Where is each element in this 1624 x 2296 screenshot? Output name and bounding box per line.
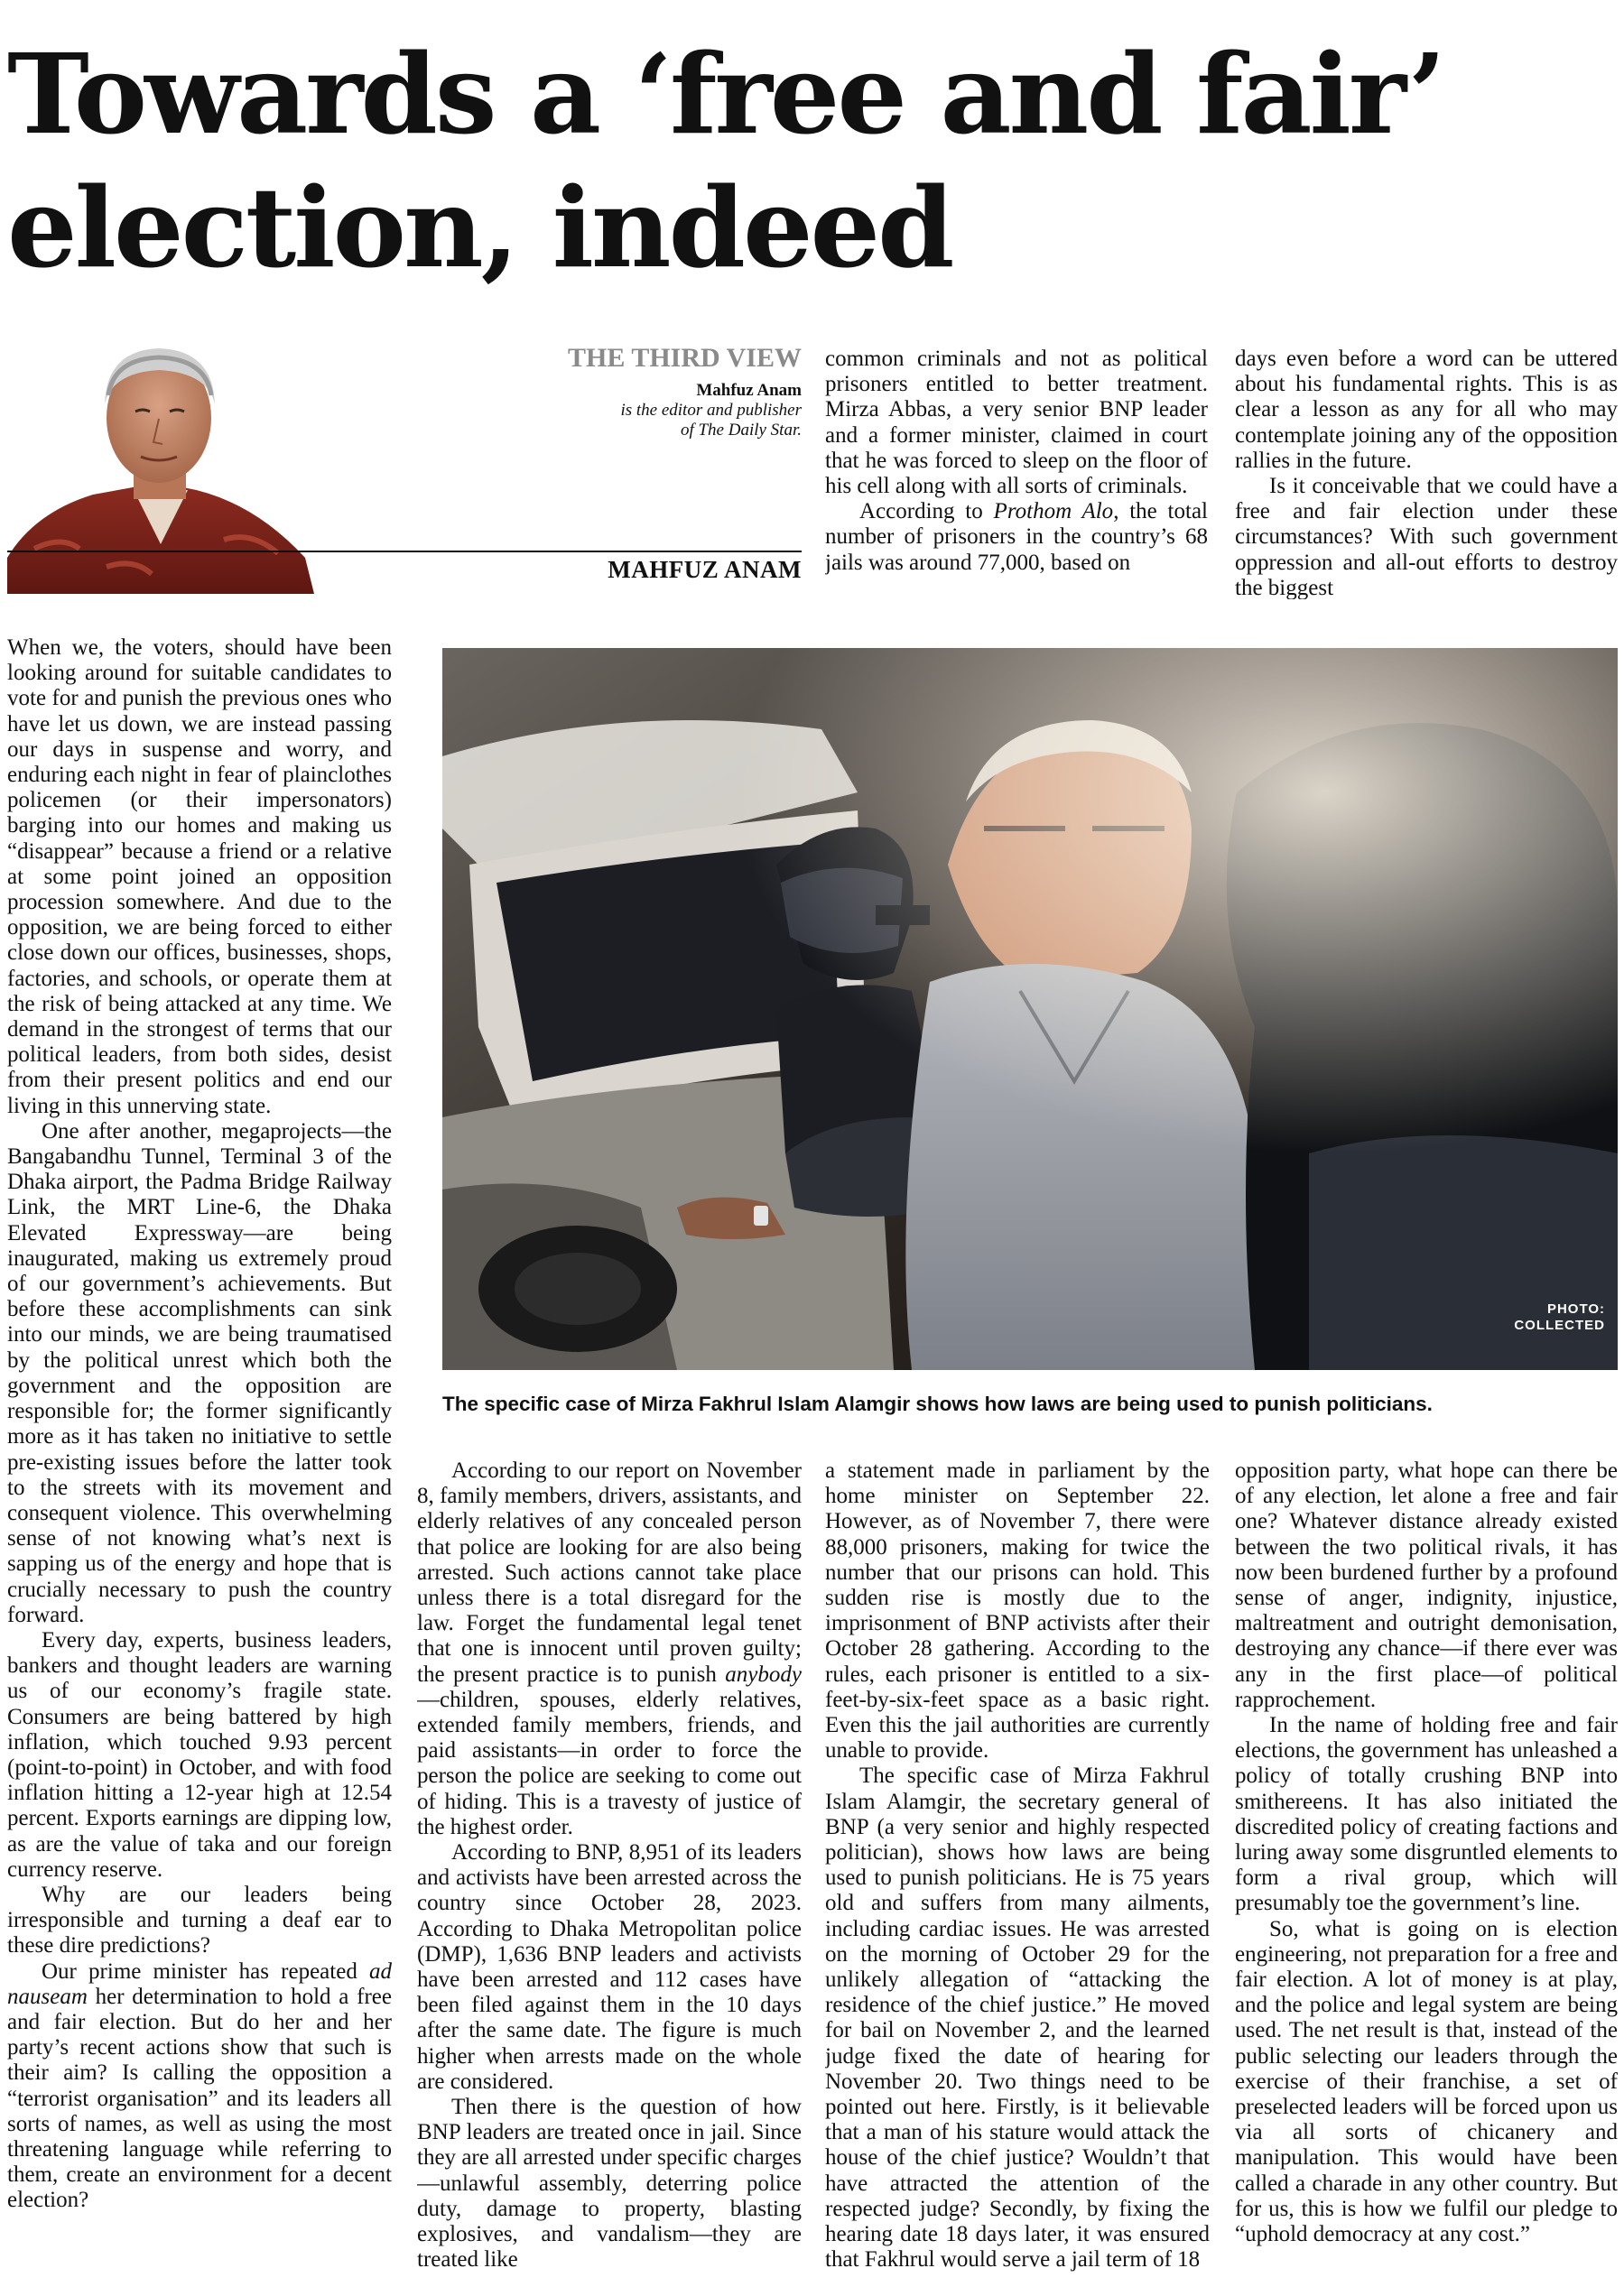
column-2-bottom (417, 1458, 802, 2292)
byline: MAHFUZ ANAM (608, 556, 802, 583)
paragraph: Our prime minister has repeated ad nauseam her determination to hold a free and fair election. But do her and her party’s recent actions show that such is their aim? Is calling the opposition a “terrorist organisation” and its leaders all sorts of names, as well as using the most threatening language while referring to them, create an environment for a decent election? (7, 1958, 392, 2213)
photo-caption: The specific case of Mirza Fakhrul Islam Alamgir shows how laws are being used to punish politicians. (442, 1393, 1433, 1415)
column-3-top (825, 347, 1208, 599)
headline-line-2: election, indeed (7, 162, 952, 292)
paragraph: Is it conceivable that we could have a free and fair election under these circumstances? With such government oppression and all-out efforts to destroy the biggest (1235, 474, 1618, 599)
column-4-top (1235, 347, 1618, 599)
prothom-alo-italic: Prothom Alo (993, 499, 1114, 524)
author-portrait-image (7, 332, 314, 594)
paragraph: Then there is the question of how BNP leaders are treated once in jail. Since they are all arrested under specific charges—unlawful assembly, deterring police duty, damage to property, blasting explosives, and vandalism—they are treated like (417, 2095, 802, 2273)
paragraph: Why are our leaders being irresponsible and turning a deaf ear to these dire predictions? (7, 1882, 392, 1958)
author-portrait (7, 332, 314, 594)
author-bio-line-2: of The Daily Star. (680, 421, 802, 440)
author-bio-line-1: is the editor and publisher (620, 401, 802, 420)
paragraph: a statement made in parliament by the home minister on September 22. However, as of November 7, there were 88,000 prisoners, making for twice the number that our prisons can hold. This sudden rise is mostly due to the imprisonment of BNP activists after their October 28 gathering. According to the rules, each prisoner is entitled to a six-feet-by-six-feet space as a basic right. Even this the jail authorities are currently unable to provide. (825, 1458, 1210, 1764)
paragraph: According to Prothom Alo, the total number of prisoners in the country’s 68 jails was around 77,000, based on (825, 499, 1208, 575)
paragraph: days even before a word can be uttered about his fundamental rights. This is as clear a lesson as any for all who may contemplate joining any of the opposition rallies in the future. (1235, 347, 1618, 473)
paragraph: So, what is going on is election engineering, not preparation for a free and fair election. A lot of money is at play, and the police and legal system are being used. The net result is that, instead of the public selecting our leaders through the exercise of their franchise, a set of preselected leaders will be forced upon us via all sorts of chicanery and manipulation. This would have been called a charade in any other country. But for us, this is how we fulfil our pledge to “uphold democracy at any cost.” (1235, 1916, 1618, 2247)
photo-credit (1514, 1301, 1605, 1334)
paragraph: According to our report on November 8, family members, drivers, assistants, and elderly relatives of any concealed person that police are looking for are also being arrested. Such actions cannot take place unless there is a total disregard for the law. Forget the fundamental legal tenet that one is innocent until proven guilty; the present practice is to punish anybody—children, spouses, elderly relatives, extended family members, friends, and paid assistants—in order to force the person the police are seeking to come out of hiding. This is a travesty of justice of the highest order. (417, 1458, 802, 1839)
paragraph: One after another, megaprojects—the Bangabandhu Tunnel, Terminal 3 of the Dhaka airport, the Padma Bridge Railway Link, the MRT Line-6, the Dhaka Elevated Expressway—are being inaugurated, making us extremely proud of our government’s achievements. But before these accomplishments can sink into our minds, we are being traumatised by the political unrest which both the government and the opposition are responsible for; the former significantly more as it has taken no initiative to settle pre-existing issues before the latter took to the streets with its movement and consequent violence. This overwhelming sense of not knowing what’s next is sapping us of the energy and hope that is crucially necessary to push the country forward. (7, 1118, 392, 1627)
news-photo-image (442, 648, 1618, 1370)
paragraph: common criminals and not as political prisoners entitled to better treatment. Mirza Abbas, a very senior BNP leader and a former minister, claimed in court that he was forced to sleep on the floor of his cell along with all sorts of criminals. (825, 347, 1208, 499)
news-photo (442, 648, 1618, 1370)
column-name: THE THIRD VIEW (568, 343, 802, 373)
column-4-bottom (1235, 1458, 1618, 2292)
paragraph: In the name of holding free and fair elections, the government has unleashed a policy of totally crushing BNP into smithereens. It has also initiated the discredited policy of creating factions and luring away some disgruntled elements to form a rival group, which will presumably toe the government’s line. (1235, 1713, 1618, 1916)
photo-credit-line-1: PHOTO: (1546, 1301, 1605, 1317)
byline-rule (7, 551, 802, 552)
paragraph: According to BNP, 8,951 of its leaders and activists have been arrested across the country since October 28, 2023. According to Dhaka Metropolitan police (DMP), 1,636 BNP leaders and activists have been arrested and 112 cases have been filed against them in the 10 days after the same date. The figure is much higher when arrests made on the whole are considered. (417, 1840, 802, 2094)
ad-nauseam-italic: ad nauseam (7, 1958, 392, 2009)
headline-line-1: Towards a ‘free and fair’ (7, 29, 1444, 159)
anybody-italic: anybody (725, 1662, 802, 1687)
headline (7, 27, 1596, 294)
paragraph: The specific case of Mirza Fakhrul Islam Alamgir, the secretary general of BNP (a very senior and highly respected politician), shows how laws are being used to punish politicians. He is 75 years old and suffers from many ailments, including cardiac issues. He was arrested on the morning of October 29 for the unlikely allegation of “attacking the residence of the chief justice.” He moved for bail on November 2, and the learned judge fixed the date of hearing for November 20. Two things need to be pointed out here. Firstly, is it believable that a man of his stature would attack the house of the chief justice? Wouldn’t that have attracted the attention of the respected judge? Secondly, by fixing the hearing date 18 days later, it was ensured that Fakhrul would serve a jail term of 18 (825, 1764, 1210, 2273)
paragraph: When we, the voters, should have been looking around for suitable candidates to vote for and punish the previous ones who have let us down, we are instead passing our days in suspense and worry, and enduring each night in fear of plainclothes policemen (or their impersonators) barging into our homes and making us “disappear” because a friend or a relative at some point joined an opposition procession somewhere. And due to the opposition, we are being forced to either close down our offices, businesses, shops, factories, and schools, or operate them at the risk of being attacked at any time. We demand in the strongest of terms that our political leaders, from both sides, desist from their present politics and end our living in this unnerving state. (7, 635, 392, 1118)
photo-credit-line-2: COLLECTED (1514, 1318, 1605, 1333)
column-1 (7, 635, 392, 2292)
column-3-bottom (825, 1458, 1210, 2292)
paragraph: opposition party, what hope can there be of any election, let alone a free and fair one? Whatever distance already existed between the two political rivals, it has now been burdened further by a profound sense of anger, indignity, injustice, maltreatment and outright demonisation, destroying any chance—if there ever was any in the first place—of political rapprochement. (1235, 1458, 1618, 1712)
paragraph: Every day, experts, business leaders, bankers and thought leaders are warning us of our economy’s fragile state. Consumers are being battered by high inflation, which touched 9.93 percent (point-to-point) in October, and with food inflation hitting a 12-year high at 12.54 percent. Exports earnings are dipping low, as are the value of taka and our foreign currency reserve. (7, 1627, 392, 1882)
author-bio-name: Mahfuz Anam (696, 381, 802, 400)
author-bio (542, 381, 802, 440)
